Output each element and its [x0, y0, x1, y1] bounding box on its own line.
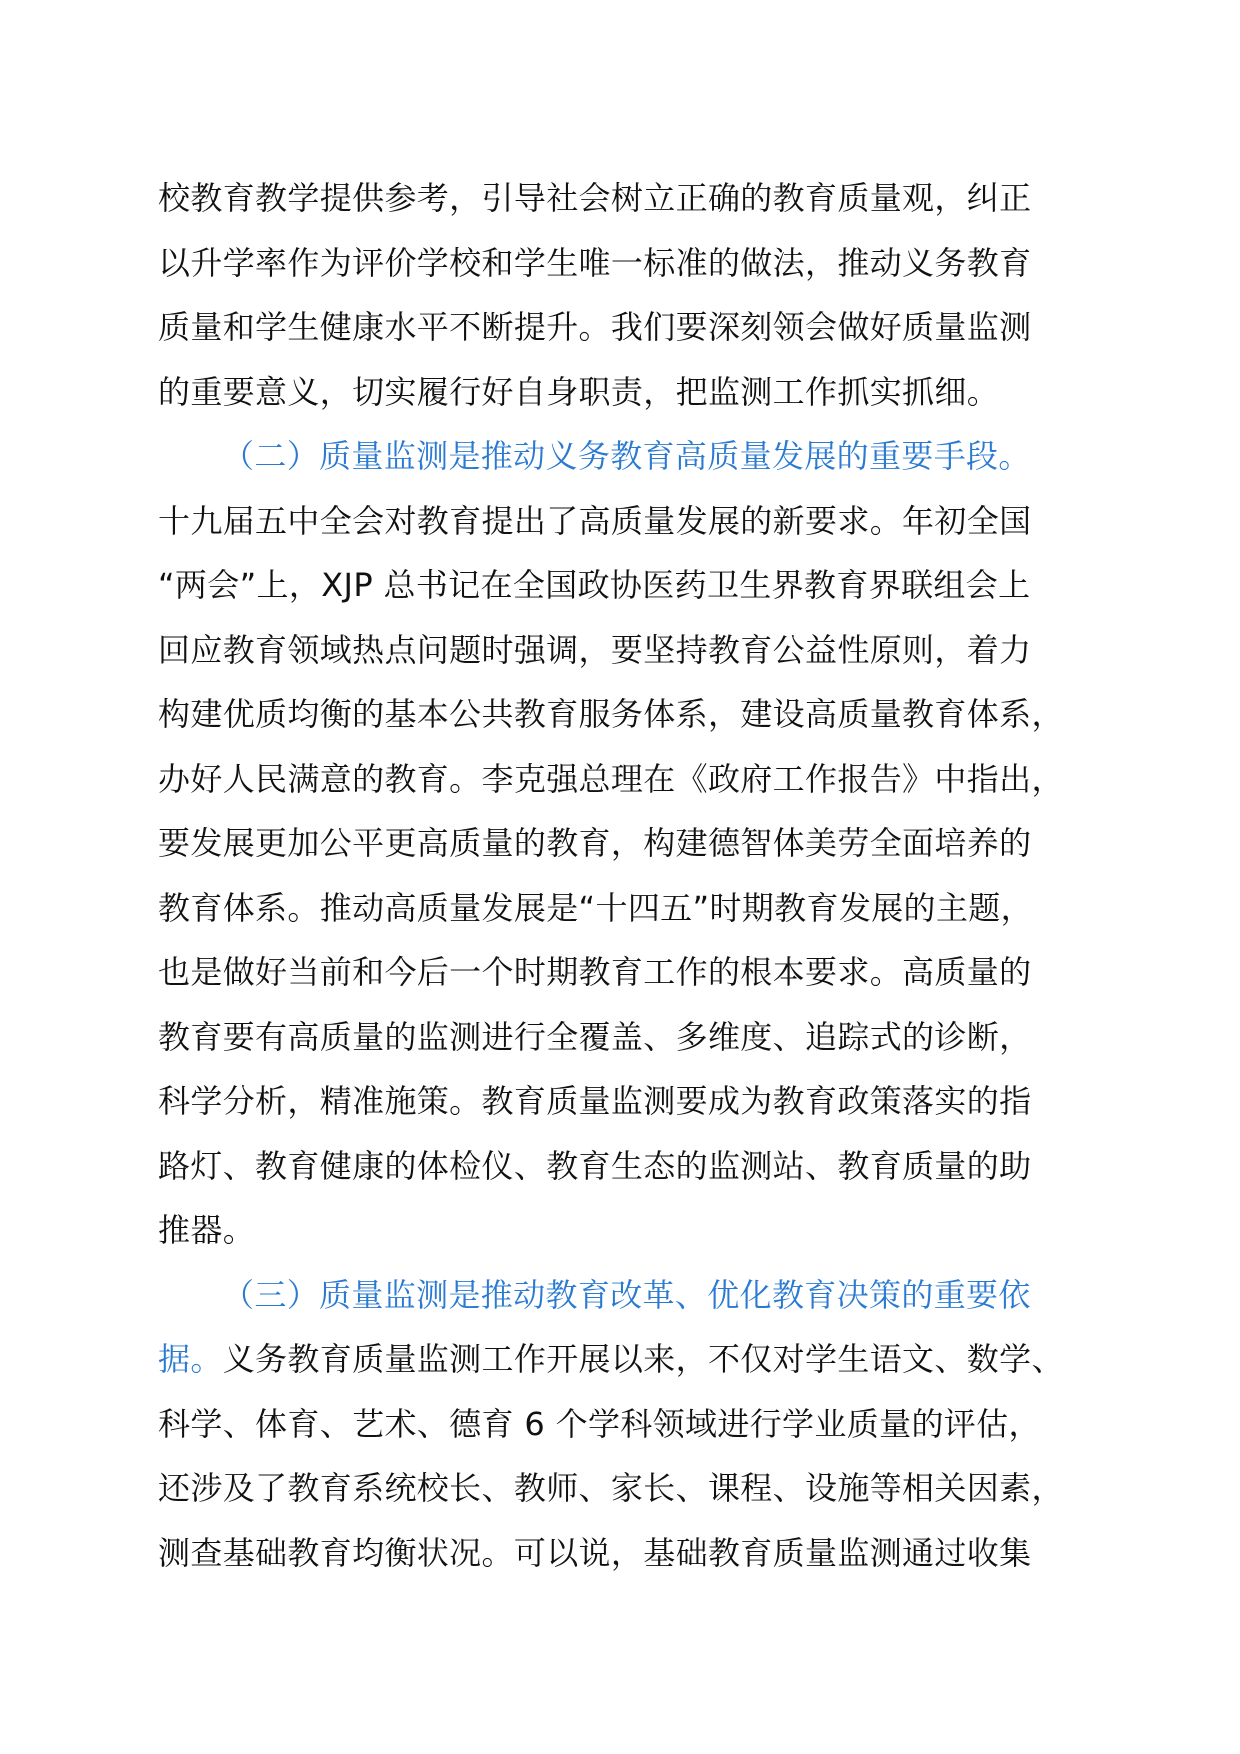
body-line: 十九届五中全会对教育提出了高质量发展的新要求。年初全国 [158, 501, 1032, 540]
body-line: 科学分析，精准施策。教育质量监测要成为教育政策落实的指 [158, 1082, 1032, 1120]
body-line: 科学、体育、艺术、德育 6 个学科领域进行学业质量的评估， [158, 1404, 1041, 1443]
body-line: 以升学率作为评价学校和学生唯一标准的做法，推动义务教育 [158, 243, 1032, 282]
body-line: 测查基础教育均衡状况。可以说，基础教育质量监测通过收集 [158, 1533, 1032, 1572]
body-line: 还涉及了教育系统校长、教师、家长、课程、设施等相关因素， [158, 1469, 1064, 1507]
body-line: 办好人民满意的教育。李克强总理在《政府工作报告》中指出， [158, 759, 1064, 798]
body-line-mixed [158, 1327, 1118, 1392]
section-heading-3: （三）质量监测是推动教育改革、优化教育决策的重要依 [222, 1275, 1031, 1314]
document-body [158, 166, 1118, 1585]
body-text: 义务教育质量监测工作开展以来，不仅对学生语文、数学、 [222, 1340, 1064, 1378]
body-line: 要发展更加公平更高质量的教育，构建德智体美劳全面培养的 [158, 824, 1032, 862]
body-line: 构建优质均衡的基本公共教育服务体系，建设高质量教育体系， [158, 695, 1064, 733]
section-heading-3-continuation: 据。 [158, 1340, 223, 1378]
body-line: 路灯、教育健康的体检仪、教育生态的监测站、教育质量的助 [158, 1146, 1032, 1185]
body-line: 的重要意义，切实履行好自身职责，把监测工作抓实抓细。 [158, 372, 1000, 411]
body-line: 教育要有高质量的监测进行全覆盖、多维度、追踪式的诊断， [158, 1017, 1032, 1056]
body-line: 推器。 [158, 1211, 256, 1249]
body-line: 校教育教学提供参考，引导社会树立正确的教育质量观，纠正 [158, 179, 1032, 217]
body-line: 质量和学生健康水平不断提升。我们要深刻领会做好质量监测 [158, 308, 1032, 346]
body-line: “两会”上，XJP 总书记在全国政协医药卫生界教育界联组会上 [158, 566, 1031, 604]
section-heading-2: （二）质量监测是推动义务教育高质量发展的重要手段。 [222, 437, 1031, 475]
body-line: 教育体系。推动高质量发展是“十四五”时期教育发展的主题， [158, 888, 1033, 927]
body-line: 回应教育领域热点问题时强调，要坚持教育公益性原则，着力 [158, 630, 1032, 669]
body-line: 也是做好当前和今后一个时期教育工作的根本要求。高质量的 [158, 953, 1032, 991]
